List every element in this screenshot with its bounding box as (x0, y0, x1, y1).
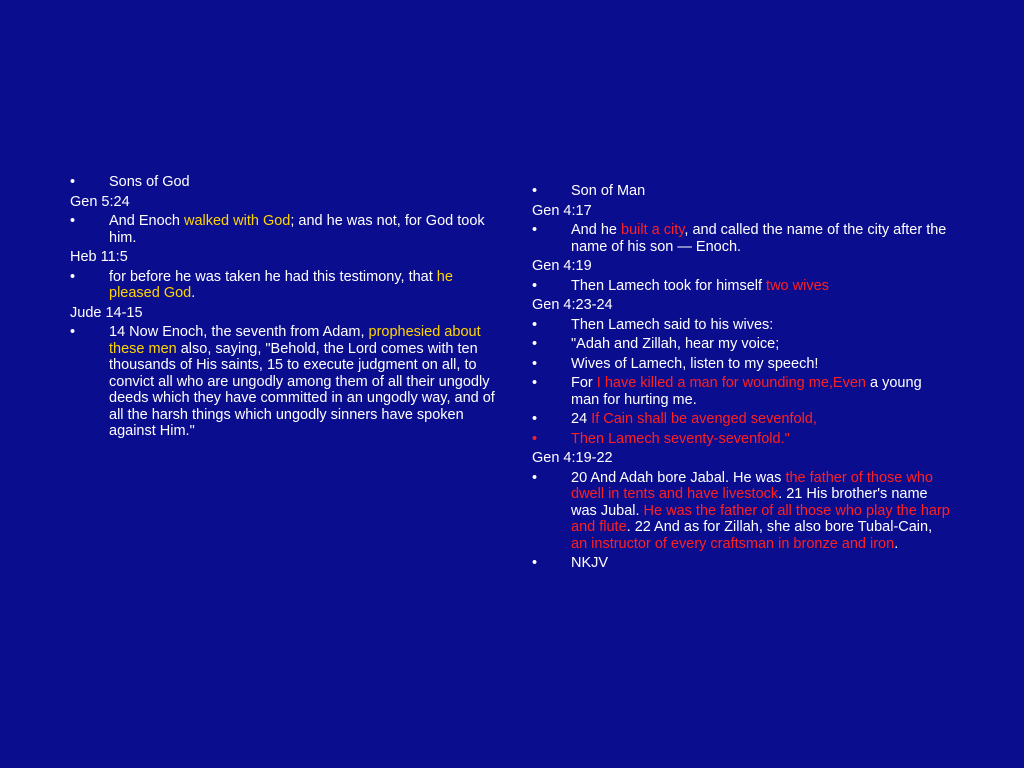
verse-line-4: • For I have killed a man for wounding me,Even a young man for hurting me. (532, 375, 952, 408)
verse-line-3: • Wives of Lamech, listen to my speech! (532, 356, 952, 373)
verse-gen-4-17: • And he built a city, and called the name of the city after the name of his son — Enoch. (532, 222, 952, 255)
verse-gen-4-19: • Then Lamech took for himself two wives (532, 278, 952, 295)
heading-sons-of-god: • Sons of God (70, 174, 502, 191)
highlight-prophesied: prophesied about these men (109, 324, 481, 357)
verse-line-6: • Then Lamech seventy-sevenfold." (532, 431, 952, 448)
verse-heb-11-5: • for before he was taken he had this testimony, that he pleased God. (70, 269, 502, 302)
ref-gen-4-23-24: Gen 4:23-24 (532, 297, 613, 313)
highlight-cain-avenged: If Cain shall be avenged sevenfold, (591, 411, 817, 427)
heading-son-of-man: • Son of Man (532, 183, 952, 200)
ref-gen-5-24: Gen 5:24 (70, 193, 130, 210)
verse-jude-14-15: • 14 Now Enoch, the seventh from Adam, prophesied about these men also, saying, "Behold, the Lord comes with ten thousands of His saints, 15 to execute judgment on all, to convict all who are ungodly among them of all their ungodly deeds which they have committed in an ungodly way, and of all the harsh things which ungodly sinners have spoken against Him." (70, 324, 502, 440)
highlight-two-wives: two wives (766, 277, 829, 294)
verse-line-2: • "Adah and Zillah, hear my voice; (532, 336, 952, 353)
highlight-killed-a-man: I have killed a man for wounding me,Even (596, 375, 866, 391)
right-column (532, 183, 952, 575)
verse-line-1: • Then Lamech said to his wives: (532, 317, 952, 334)
source-nkjv: • NKJV (532, 555, 952, 572)
highlight-walked-with-god: walked with God (183, 213, 291, 229)
highlight-he-pleased-god: he pleased God (109, 268, 453, 301)
highlight-father-of-tents: the father of those who dwell in tents and have livestock (571, 469, 933, 502)
verse-gen-5-24: • And Enoch walked with God; and he was not, for God took him. (70, 213, 502, 246)
ref-gen-4-19-22: Gen 4:19-22 (532, 450, 613, 466)
highlight-father-of-harp: He was the father of all those who play the harp and flute (571, 502, 950, 535)
ref-heb-11-5: Heb 11:5 (70, 249, 128, 265)
highlight-instructor: an instructor of every craftsman in bronze and iron (571, 535, 895, 552)
ref-gen-4-17: Gen 4:17 (532, 202, 592, 219)
ref-jude-14-15: Jude 14-15 (70, 304, 143, 321)
ref-gen-4-19: Gen 4:19 (532, 258, 592, 274)
verse-gen-4-19-22: • 20 And Adah bore Jabal. He was the father of those who dwell in tents and have livestock. 21 His brother's name was Jubal. He was the father of all those who play the harp and flute. 22 And as for Zillah, she also bore Tubal-Cain, an instructor of every craftsman in bronze and iron. (532, 470, 952, 553)
verse-line-5: • 24 If Cain shall be avenged sevenfold, (532, 411, 952, 428)
highlight-built-a-city: built a city (621, 222, 685, 238)
left-column (70, 174, 502, 443)
